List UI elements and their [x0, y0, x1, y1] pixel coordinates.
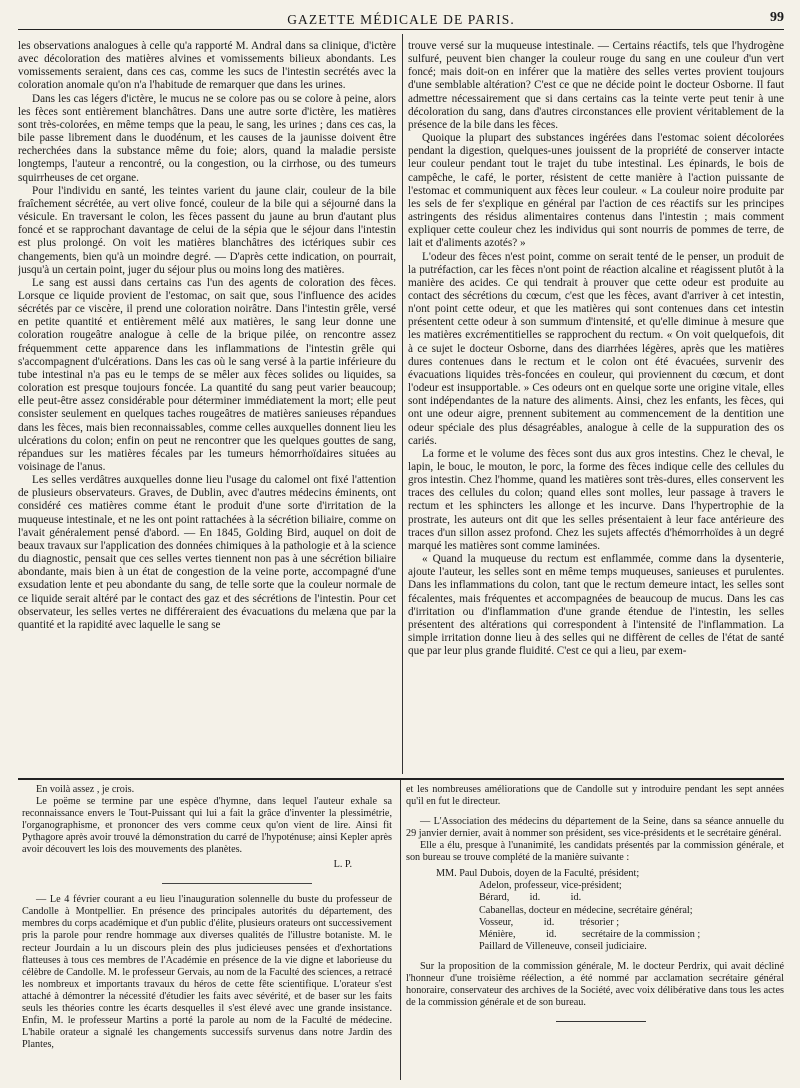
column-divider: [402, 34, 403, 774]
feuilleton-divider: [18, 778, 784, 780]
article-column-left: [18, 40, 396, 770]
paragraph: Les selles verdâtres auxquelles donne lieu l'usage du calomel ont fixé l'attention de plusieurs observateurs. Graves, de Dublin, avec d'autres médecins éminents, ont considéré ces matières comme étant le produit d'une sorte d'irritation de la muqueuse intestinale, et ne les ont point rattachées à la sécrétion biliaire, comme on l'avait généralement pensé d'abord. — En 1845, Golding Bird, auquel on doit de beaux travaux sur l'application des données chimiques à la pathologie et à la science du diagnostic, pensait que ces selles vertes tiennent non pas à une sécrétion biliaire abondante, mais bien à un état de congestion de la veine porte, accompagné d'une exsudation lente et peu abondante du sang, de telle sorte que la couleur normale de ce liquide serait altéré par le contact des gaz et des sécrétions de l'intestin. Pour cet observateur, les selles vertes ne différeraient des évacuations du melæna que par la quantité et la rapidité avec laquelle le sang se: [18, 474, 396, 631]
bureau-member: Ménière, id. secrétaire de la commission ;: [479, 928, 701, 940]
bureau-member: Vosseur, id. trésorier ;: [479, 916, 620, 928]
paragraph: Sur la proposition de la commission générale, M. le docteur Perdrix, qui avait décliné l'honneur d'une troisième réélection, a été nommé par acclamation secrétaire général honoraire, conservateur des archives de la Société, avec voix délibérative dans tous les actes de la commission générale et de son bureau.: [406, 960, 784, 1009]
article-column-right: [408, 40, 784, 770]
news-paragraph: — L'Association des médecins du département de la Seine, dans sa séance annuelle du 29 janvier dernier, avait à nommer son président, ses vice-présidents et le secrétaire général.: [406, 816, 784, 840]
section-end-rule: [556, 1021, 646, 1022]
paragraph: L'odeur des fèces n'est point, comme on serait tenté de le penser, un produit de la putréfaction, car les fèces n'ont point de réaction alcaline et réagissent plutôt à la manière des acides. Ce qui tendrait à prouver que cette odeur est produite au contact des sécrétions du cœcum, c'est que les fèces, avant d'arriver à cet intestin, n'ont point cette odeur, et que les matières qui sont contenues dans cet intestin présentent cette odeur à son summum d'intensité, et qu'elle diminue à mesure que les matières excrémentitielles se rapprochent du rectum. « On voit quelquefois, dit à ce sujet le docteur Osborne, dans des diarrhées légères, après que les matières dures contenues dans le rectum et le colon ont été évacuées, survenir des évacuations liquides très-foncées en couleur, qui proviennent du cœcum, et dont l'odeur est insupportable. » Ces odeurs ont en quelque sorte une origine vitale, elles sont indépendantes de la nature des aliments. Ainsi, chez les enfants, les fèces, qui ont une odeur aigre, prennent subitement au commencement de la dentition une odeur spéciale des plus désagréables, analogue à celle de la suppuration des os cariés.: [408, 250, 784, 447]
paragraph: Pour l'individu en santé, les teintes varient du jaune clair, couleur de la bile fraîchement sécrétée, au vert olive foncé, couleur de la bile qui a séjourné dans la vésicule. En traversant le colon, les fèces passent du jaune au brun d'autant plus foncé et se rapprochant davantage de celui de la sépia que le séjour dans l'intestin est plus prolongé. On voit les matières blanchâtres des ictériques subir ces changements, bien qu'à un moindre degré. — D'après cette indication, on pourrait, jusqu'à un certain point, juger du séjour plus ou moins long des matières.: [18, 184, 396, 276]
paragraph: et les nombreuses améliorations que de Candolle sut y introduire pendant les sept années qu'il en fut le directeur.: [406, 784, 784, 808]
paragraph: Quoique la plupart des substances ingérées dans l'estomac soient décolorées pendant la digestion, quelques-unes jouissent de la propriété de conserver intacte leur couleur pendant tout le trajet du tube intestinal. Les épinards, le bois de campêche, le café, le porter, résistent de cette manière à l'action puissante de l'estomac et communiquent aux fèces leur couleur. « La couleur noire produite par les sels de fer s'explique en général par l'action de ces réactifs sur les principes astringents des résidus alimentaires contenus dans l'intestin ; mais comment expliquer cette couleur chez les individus qui sont nourris de pommes de terre, de lait et d'aliments azotés? »: [408, 132, 784, 250]
bureau-member: Paillard de Villeneuve, conseil judiciaire.: [479, 940, 647, 952]
paragraph: les observations analogues à celle qu'a rapporté M. Andral dans sa clinique, d'ictère avec décoloration des matières alvines et vomissements bilieux abondants. Les vomissements seraient, dans ces cas, comme les sucs de l'intestin secrétés avec la coloration anomale qu'on n'a l'habitude de remarquer que dans les urines.: [18, 40, 396, 92]
news-paragraph: — Le 4 février courant a eu lieu l'inauguration solennelle du buste du professeur de Candolle à Montpellier. En présence des principales autorités du département, des membres du corps académique et d'un public d'élite, plusieurs orateurs ont successivement pris la parole pour rendre hommage aux diverses qualités de l'illustre botaniste. M. le recteur Jourdain a lu un discours plein des plus judicieuses pensées et d'exhortations flatteuses à tous ces membres de l'Académie en présence de la vie digne et laborieuse du célèbre de Candolle. M. le professeur Gervais, au nom de la Faculté des sciences, a retracé les nombreux et importants travaux du héros de cette fête scientifique. L'orateur s'est attaché à démontrer la nécessité d'étudier les faits avec sévérité, et de baser sur les faits seuls les théories contre les écarts desquelles il s'est élevé avec une grande insistance. Enfin, M. le professeur Martins a porté la parole au nom de la Faculté de médecine. L'habile orateur a signalé les changements successifs survenus dans notre Jardin des Plantes,: [22, 894, 392, 1050]
feuilleton-column-left: [22, 784, 392, 1084]
paragraph: La forme et le volume des fèces sont dus aux gros intestins. Chez le cheval, le lapin, le bouc, le mouton, le porc, la forme des fèces indique celle des cellules du gros intestin. Chez l'homme, quand les matières sont très-dures, elles conservent les traces des cellules du colon; quand elles sont molles, leur passage à travers le rectum et les sphincters les allonge et les incurve. Dans l'hypertrophie de la prostrate, les auteurs ont dit que les selles présentaient à leur face antérieure des traces d'un sillon assez profond. Chez les sujets affectés d'hémorrhoïdes à un degré marqué les matières sont comme laminées.: [408, 447, 784, 552]
page-header: [18, 6, 784, 30]
bureau-member: Cabanellas, docteur en médecine, secrétaire général;: [479, 904, 693, 916]
paragraph: trouve versé sur la muqueuse intestinale. — Certains réactifs, tels que l'hydrogène sulfuré, peuvent bien changer la couleur rouge du sang en une couleur d'un vert foncé; mais doit-on en inférer que la matière des selles vertes provient toujours d'une semblable altération? C'est ce que ne décide point le docteur Osborne. Il faut admettre nécessairement que si dans certains cas la teinte verte peut tenir à une décoloration du sang, dans d'autres circonstances elle provient véritablement de la présence de la bile dans les fèces.: [408, 40, 784, 131]
journal-title: GAZETTE MÉDICALE DE PARIS.: [287, 12, 515, 27]
feuilleton-column-divider: [400, 780, 401, 1080]
paragraph: « Quand la muqueuse du rectum est enflammée, comme dans la dysenterie, ajoute l'auteur, les selles sont en même temps muqueuses, sanieuses et purulentes. Dans les inflammations du colon, tant que le rectum demeure intact, les selles sont fécalentes, mais fréquentes et accompagnées de beaucoup de mucus. Dans les cas d'irritation ou d'inflammation d'une grande étendue de l'intestin, les selles présentent des altérations qui correspondent à l'intensité de l'inflammation. La simple irritation donne lieu à des selles qui ne diffèrent de celles de l'état de santé que par leur plus grande fluidité. C'est ce qui a lieu, par exem-: [408, 553, 784, 658]
paragraph: Elle a élu, presque à l'unanimité, les candidats présentés par la commission générale, et son bureau se trouve complété de la manière suivante :: [406, 840, 784, 864]
paragraph: En voilà assez , je crois.: [36, 784, 135, 795]
bureau-member: MM. Paul Dubois, doyen de la Faculté, président;: [436, 868, 640, 880]
section-separator: [162, 883, 312, 884]
bureau-member: Bérard, id. id.: [479, 892, 582, 904]
bureau-list: [436, 868, 784, 953]
feuilleton-column-right: [406, 784, 784, 1084]
author-signature: L. P.: [333, 859, 352, 871]
bureau-member: Adelon, professeur, vice-président;: [479, 880, 622, 892]
paragraph: Dans les cas légers d'ictère, le mucus ne se colore pas ou se colore à peine, alors les fèces sont entièrement blanchâtres. Dans une autre sorte d'ictère, les matières sont très-colorées, en même temps que la peau, le sang, les urines ; dans ces cas, la bile passe librement dans le duodénum, et les causes de la jaunisse doivent être recherchées dans la substance même du foie; alors, quand la maladie persiste longtemps, l'auteur a rencontré, ou la congestion, ou la cirrhose, ou des tumeurs squirrheuses de cet organe.: [18, 92, 396, 184]
paragraph: Le poëme se termine par une espèce d'hymne, dans lequel l'auteur exhale sa reconnaissance envers le Tout-Puissant qui lui a fait la grâce d'inventer la plessimétrie, l'organographisme, et prononcer des vers comme ceux qu'on vient de lire. Ainsi fit Pythagore après avoir trouvé la démonstration du carré de l'hypoténuse; ainsi Kepler après avoir découvert les lois des mouvements des planètes.: [22, 796, 392, 856]
page-number: 99: [770, 10, 784, 25]
paragraph: Le sang est aussi dans certains cas l'un des agents de coloration des fèces. Lorsque ce liquide provient de l'estomac, on sait que, sous l'influence des acides sécrétés par ce viscère, il prend une coloration noirâtre. Dans l'intestin grêle, versé en petite quantité et entièrement mêlé aux matières, le sang leur donne une coloration rougeâtre analogue à celle de la brique pilée, on rencontre assez fréquemment cette apparence dans les inflammations de l'intestin grêle qui s'accompagnent d'ulcérations. Dans les cas où le sang versé à la partie inférieure du tube intestinal n'a pas eu le temps de se mêler aux fèces solides ou liquides, sa coloration est presque toujours foncée. La quantité du sang peut varier beaucoup; elle peut-être assez considérable pour déterminer immédiatement la mort; elle peut consister seulement en quelques taches rougeâtres de matières sanieuses répandues dans les fèces, mais bien reconnaissables, comme celles auxquelles donnent lieu les ulcérations du colon; enfin on peut ne rencontrer que les quelques gouttes de sang, répandues sur les matières fécales par les tumeurs hémorrhoïdaires situées au voisinage de l'anus.: [18, 276, 396, 473]
